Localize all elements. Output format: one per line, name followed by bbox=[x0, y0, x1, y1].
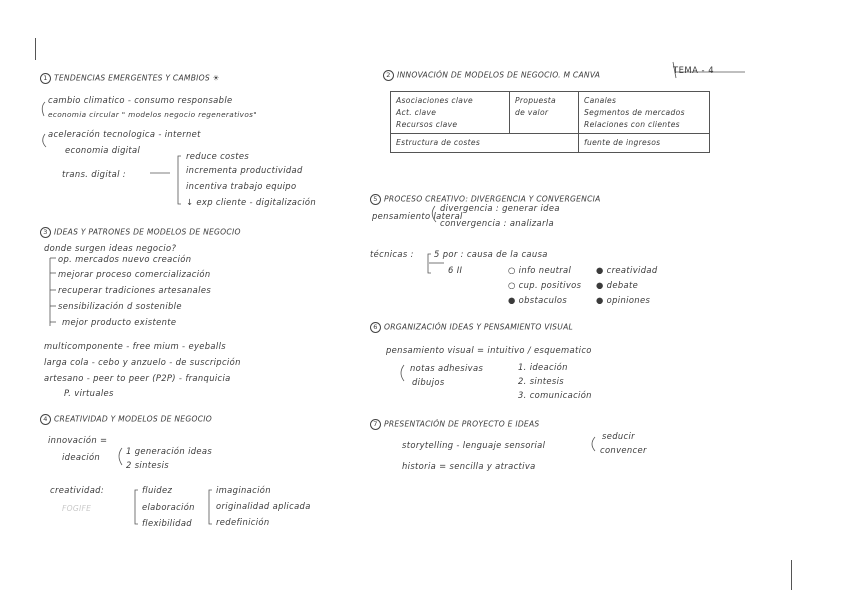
s5-g-obstaculos-text: obstaculos bbox=[518, 295, 568, 305]
s3-item-5: mejor producto existente bbox=[62, 317, 177, 327]
section-3-title-text: IDEAS Y PATRONES DE MODELOS DE NEGOCIO bbox=[54, 227, 241, 237]
s5-g-creatividad-text: creatividad bbox=[606, 265, 658, 275]
section-6-title bbox=[370, 322, 573, 333]
s5-g-debate-text: debate bbox=[606, 280, 639, 290]
canvas-propuesta: Propuesta bbox=[515, 96, 556, 105]
canvas-actividades: Act. clave bbox=[396, 107, 437, 117]
canvas-segmentos: Segmentos de mercados bbox=[584, 107, 685, 117]
s5-g-debate: ● debate bbox=[596, 280, 639, 290]
s6-notas-adhesivas: notas adhesivas bbox=[410, 363, 484, 373]
s1-line-trans-digital: trans. digital : bbox=[62, 169, 126, 179]
section-1-title-text: TENDENCIAS EMERGENTES Y CAMBIOS bbox=[54, 73, 210, 83]
s6-step-1: 1. ideación bbox=[518, 362, 568, 372]
s4-flexibilidad: flexibilidad bbox=[142, 518, 192, 528]
s4-originalidad: originalidad aplicada bbox=[216, 501, 311, 511]
section-2-number: 2 bbox=[383, 70, 394, 81]
s1-line-cambio: cambio climatico - consumo responsable bbox=[48, 95, 233, 105]
s4-faint-note: FOGIFE bbox=[62, 504, 92, 513]
s5-g-cup-positivos: ○ cup. positivos bbox=[508, 280, 582, 290]
canvas-col-2 bbox=[510, 92, 579, 134]
s5-g-creatividad: ● creatividad bbox=[596, 265, 658, 275]
s3-item-2: mejorar proceso comercialización bbox=[58, 269, 211, 279]
s5-pensamiento-lateral: pensamiento lateral bbox=[372, 211, 463, 221]
s6-pensamiento-visual: pensamiento visual = intuitivo / esquematico bbox=[386, 345, 592, 355]
s5-g-cup-positivos-text: cup. positivos bbox=[518, 280, 582, 290]
s4-ideacion: ideación bbox=[62, 452, 101, 462]
s6-step-3: 3. comunicación bbox=[518, 390, 592, 400]
s1-line-aceleracion: aceleración tecnologica - internet bbox=[48, 129, 201, 139]
s5-g-opiniones-text: opiniones bbox=[606, 295, 651, 305]
s5-tecnicas: técnicas : bbox=[370, 249, 414, 259]
sun-doodle-icon: ☀ bbox=[212, 73, 220, 83]
canvas-recursos: Recursos clave bbox=[396, 119, 458, 129]
canvas-asociaciones: Asociaciones clave bbox=[396, 96, 474, 105]
canvas-canales: Canales bbox=[584, 96, 617, 105]
section-1-title bbox=[40, 73, 220, 84]
s4-branch-generacion: 1 generación ideas bbox=[126, 446, 213, 456]
section-3-number: 3 bbox=[40, 227, 51, 238]
section-2-title bbox=[383, 70, 600, 81]
section-7-number: 7 bbox=[370, 419, 381, 430]
s3-item-4: sensibilización d sostenible bbox=[58, 301, 182, 311]
canvas-col-3 bbox=[579, 92, 710, 134]
s1-branch-exp-cliente: ↓ exp cliente - digitalización bbox=[186, 197, 317, 207]
s5-convergencia: convergencia : analizarla bbox=[440, 218, 554, 228]
s3-models-4: P. virtuales bbox=[64, 388, 114, 398]
canvas-de-valor: de valor bbox=[515, 107, 549, 117]
s3-question: donde surgen ideas negocio? bbox=[44, 243, 177, 253]
s3-item-1: op. mercados nuevo creación bbox=[58, 254, 192, 264]
section-6-number: 6 bbox=[370, 322, 381, 333]
section-7-title bbox=[370, 419, 539, 430]
s7-historia: historia = sencilla y atractiva bbox=[402, 461, 536, 471]
section-6-title-text: ORGANIZACIÓN IDEAS Y PENSAMIENTO VISUAL bbox=[384, 322, 573, 332]
s5-g-info-neutral: ○ info neutral bbox=[508, 265, 572, 275]
s4-imaginacion: imaginación bbox=[216, 485, 271, 495]
s5-g-info-neutral-text: info neutral bbox=[518, 265, 572, 275]
section-4-number: 4 bbox=[40, 414, 51, 425]
s5-g-obstaculos: ● obstaculos bbox=[508, 295, 568, 305]
s4-innovacion: innovación = bbox=[48, 435, 108, 445]
s1-line-economia-circular: economia circular " modelos negocio regenerativos" bbox=[48, 110, 258, 119]
s1-line-economia-digital: economia digital bbox=[65, 145, 141, 155]
tema-label: TEMA - 4 bbox=[673, 65, 715, 75]
s3-models-1: multicomponente - free mium - eyeballs bbox=[44, 341, 226, 351]
section-4-title bbox=[40, 414, 212, 425]
business-model-canvas bbox=[390, 91, 710, 153]
s3-models-3: artesano - peer to peer (P2P) - franquicia bbox=[44, 373, 231, 383]
s5-divergencia: divergencia : generar idea bbox=[440, 203, 560, 213]
canvas-ingresos: fuente de ingresos bbox=[579, 134, 710, 153]
canvas-costes: Estructura de costes bbox=[391, 134, 579, 153]
s7-storytelling: storytelling - lenguaje sensorial bbox=[402, 440, 546, 450]
s4-redefinicion: redefinición bbox=[216, 517, 270, 527]
s7-convencer: convencer bbox=[600, 445, 647, 455]
s4-fluidez: fluidez bbox=[142, 485, 173, 495]
s1-branch-incentiva: incentiva trabajo equipo bbox=[186, 181, 297, 191]
s3-models-2: larga cola - cebo y anzuelo - de suscripción bbox=[44, 357, 241, 367]
section-5-number: 5 bbox=[370, 194, 381, 205]
s5-g-opiniones: ● opiniones bbox=[596, 295, 651, 305]
s5-tecnica-6: 6 II bbox=[448, 265, 463, 275]
s6-step-2: 2. sintesis bbox=[518, 376, 564, 386]
section-3-title bbox=[40, 227, 241, 238]
section-5-title-text: PROCESO CREATIVO: DIVERGENCIA Y CONVERGENCIA bbox=[384, 194, 601, 204]
section-4-title-text: CREATIVIDAD Y MODELOS DE NEGOCIO bbox=[54, 414, 212, 424]
s6-dibujos: dibujos bbox=[412, 377, 445, 387]
s5-tecnica-5-por: 5 por : causa de la causa bbox=[434, 249, 548, 259]
s4-elaboracion: elaboración bbox=[142, 502, 195, 512]
section-7-title-text: PRESENTACIÓN DE PROYECTO E IDEAS bbox=[384, 419, 540, 429]
section-2-title-text: INNOVACIÓN DE MODELOS DE NEGOCIO. M CANVA bbox=[397, 70, 601, 80]
canvas-relaciones: Relaciones con clientes bbox=[584, 119, 680, 129]
s3-item-3: recuperar tradiciones artesanales bbox=[58, 285, 212, 295]
canvas-col-1 bbox=[391, 92, 510, 134]
s7-seducir: seducir bbox=[602, 431, 635, 441]
s4-branch-sintesis: 2 sintesis bbox=[126, 460, 169, 470]
s1-branch-incrementa: incrementa productividad bbox=[186, 165, 303, 175]
section-1-number: 1 bbox=[40, 73, 51, 84]
s4-creatividad: creatividad: bbox=[50, 485, 105, 495]
s1-branch-reduce: reduce costes bbox=[186, 151, 250, 161]
